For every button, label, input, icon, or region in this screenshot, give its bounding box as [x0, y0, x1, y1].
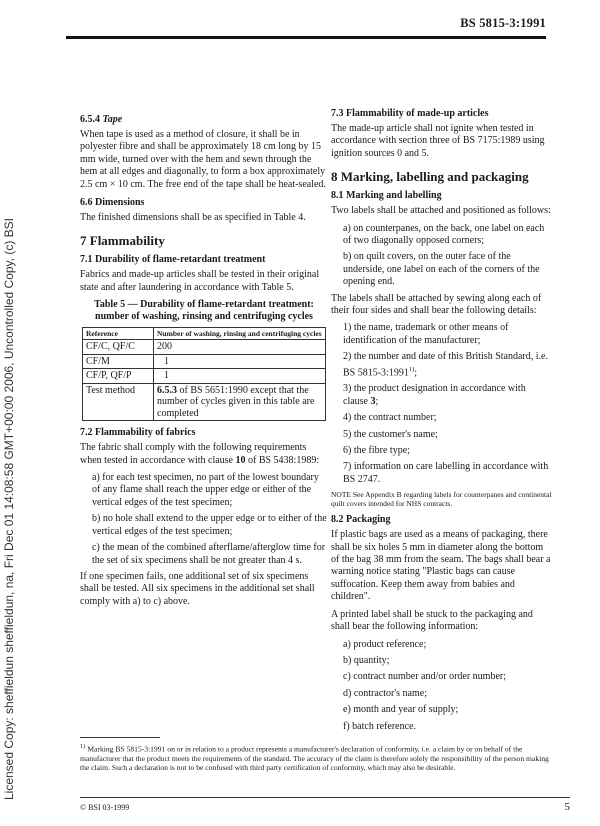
section-6-6-heading: 6.6 Dimensions — [80, 197, 145, 209]
list-item: a) product reference; — [343, 638, 427, 650]
section-8-2-text-1: If plastic bags are used as a means of packaging, there shall be six holes 5 mm in diameter along the bottom of the bag 38 mm from the seam. The bags shall bear a warning notice stating "Plastic bags can cause suffocation. Keep them away from babies and children". — [331, 529, 551, 603]
footnote: $^{1)}$ Marking BS 5815-3:1991 on or in relation to a product represents a manufacturer's declaration of conformity, i.e. a claim by or on behalf of the manufacturer that the product meets the requirements of the standard. The accuracy of the claim is therefore solely the responsibility of the person making the claim. Such a declaration is not to be confused with third party certification of conformity, which may also be desirable. — [80, 743, 549, 773]
section-8-2-heading: 8.2 Packaging — [331, 514, 391, 526]
table-cell: CF/M — [83, 354, 154, 369]
list-item: 5) the customer's name; — [343, 428, 438, 440]
list-item: 6) the fibre type; — [343, 445, 410, 457]
list-item: b) quantity; — [343, 654, 390, 666]
header-rule — [66, 36, 546, 39]
section-7-2-intro: The fabric shall comply with the following requirements when tested in accordance with clause 10 of BS 5438:1989: — [80, 442, 320, 466]
table-cell: Test method — [83, 383, 154, 421]
list-item: a) for each test specimen, no part of the lowest boundary of any flame shall reach the upper edge or either of the vertical edges of the test specimen; — [92, 472, 319, 508]
section-8-1-intro: Two labels shall be attached and positioned as follows: — [331, 205, 551, 217]
left-column — [80, 108, 328, 613]
table-cell: CF/P, QF/P — [83, 369, 154, 384]
table-cell: 200 — [154, 340, 326, 355]
section-6-6-text: The finished dimensions shall be as specified in Table 4. — [80, 212, 306, 224]
section-7-1-heading: 7.1 Durability of flame-retardant treatment — [80, 254, 266, 266]
section-6-5-4-heading: 6.5.4 Tape — [80, 114, 123, 125]
section-7-1-text: Fabrics and made-up articles shall be tested in their original state and after laundering in accordance with Table 5. — [80, 269, 320, 293]
document-code: BS 5815-3:1991 — [460, 16, 546, 30]
table-cell: 1 — [154, 369, 326, 384]
license-watermark: Licensed Copy: sheffieldun sheffieldun, na, Fri Dec 01 14:08:58 GMT+00:00 2006, Uncontrolled Copy, (c) BSI — [2, 217, 16, 800]
list-item: b) no hole shall extend to the upper edge or to either of the vertical edges of the test specimen; — [92, 513, 327, 537]
table-row — [83, 383, 326, 421]
list-item: e) month and year of supply; — [343, 704, 459, 716]
footnote-rule — [80, 737, 160, 738]
page-number: 5 — [564, 801, 570, 813]
table-row — [83, 340, 326, 355]
table-5-caption: Table 5 — Durability of flame-retardant treatment: number of washing, rinsing and centrifuging cycles — [94, 299, 314, 323]
table-5 — [82, 327, 326, 421]
table-header-cycles: Number of washing, rinsing and centrifuging cycles — [154, 328, 326, 340]
note: NOTE See Appendix B regarding labels for counterpanes and continental quilt covers intended for NHS contracts. — [331, 490, 552, 509]
section-7-2-heading: 7.2 Flammability of fabrics — [80, 427, 196, 439]
section-7-2-after: If one specimen fails, one additional set of six specimens shall be tested. All six specimens in the additional set shall comply with a) to c) above. — [80, 570, 315, 607]
list-item: 3) the product designation in accordance with clause 3; — [343, 383, 526, 407]
list-item: c) contract number and/or order number; — [343, 671, 506, 683]
list-item: 4) the contract number; — [343, 412, 437, 424]
table-cell: 6.5.3 of BS 5651:1990 except that the number of cycles given in this table are completed — [154, 383, 326, 421]
footnote-ref: 1) — [408, 365, 415, 373]
list-item: f) batch reference. — [343, 720, 416, 732]
footer-rule — [80, 797, 570, 798]
section-8-1-heading: 8.1 Marking and labelling — [331, 190, 442, 202]
table-header-reference: Reference — [83, 328, 154, 340]
list-item: c) the mean of the combined afterflame/afterglow time for the set of six specimens shall be not greater than 4 s. — [92, 542, 326, 566]
table-cell: CF/C, QF/C — [83, 340, 154, 355]
section-7-3-heading: 7.3 Flammability of made-up articles — [331, 108, 489, 119]
right-column — [331, 108, 553, 737]
list-item: 2) the number and date of this British Standard, i.e. BS 5815-3:1991$^{1)}$; — [343, 351, 548, 379]
section-8-2-text-2: A printed label shall be stuck to the packaging and shall bear the following information: — [331, 608, 533, 633]
copyright: © BSI 03-1999 — [80, 803, 130, 812]
table-row — [83, 354, 326, 369]
section-8-1-detail-intro: The labels shall be attached by sewing along each of their four sides and shall bear the following details: — [331, 292, 542, 317]
list-item: 7) information on care labelling in accordance with BS 2747. — [343, 461, 549, 485]
section-7-3-text: The made-up article shall not ignite when tested in accordance with section three of BS 7175:1989 using ignition sources 0 and 5. — [331, 123, 545, 159]
table-cell: 1 — [154, 354, 326, 369]
list-item: b) on quilt covers, on the outer face of the underside, one label on each of the corners of the opening end. — [343, 251, 540, 288]
list-item: d) contractor's name; — [343, 687, 427, 699]
section-7-heading: 7 Flammability — [80, 233, 165, 249]
table-row — [83, 369, 326, 384]
list-item: a) on counterpanes, on the back, one label on each of two diagonally opposed corners; — [343, 222, 545, 247]
section-8-heading: 8 Marking, labelling and packaging — [331, 169, 529, 185]
list-item: 1) the name, trademark or other means of identification of the manufacturer; — [343, 322, 509, 346]
section-6-5-4-text: When tape is used as a method of closure, it shall be in polyester fibre and shall be approximately 18 cm long by 15 mm wide, turned over with the hem and sewn through the hem at all edges and diagonally, to form a box approximately 2.5 cm × 10 cm. The free end of the tape shall be heat-sealed. — [80, 129, 326, 190]
